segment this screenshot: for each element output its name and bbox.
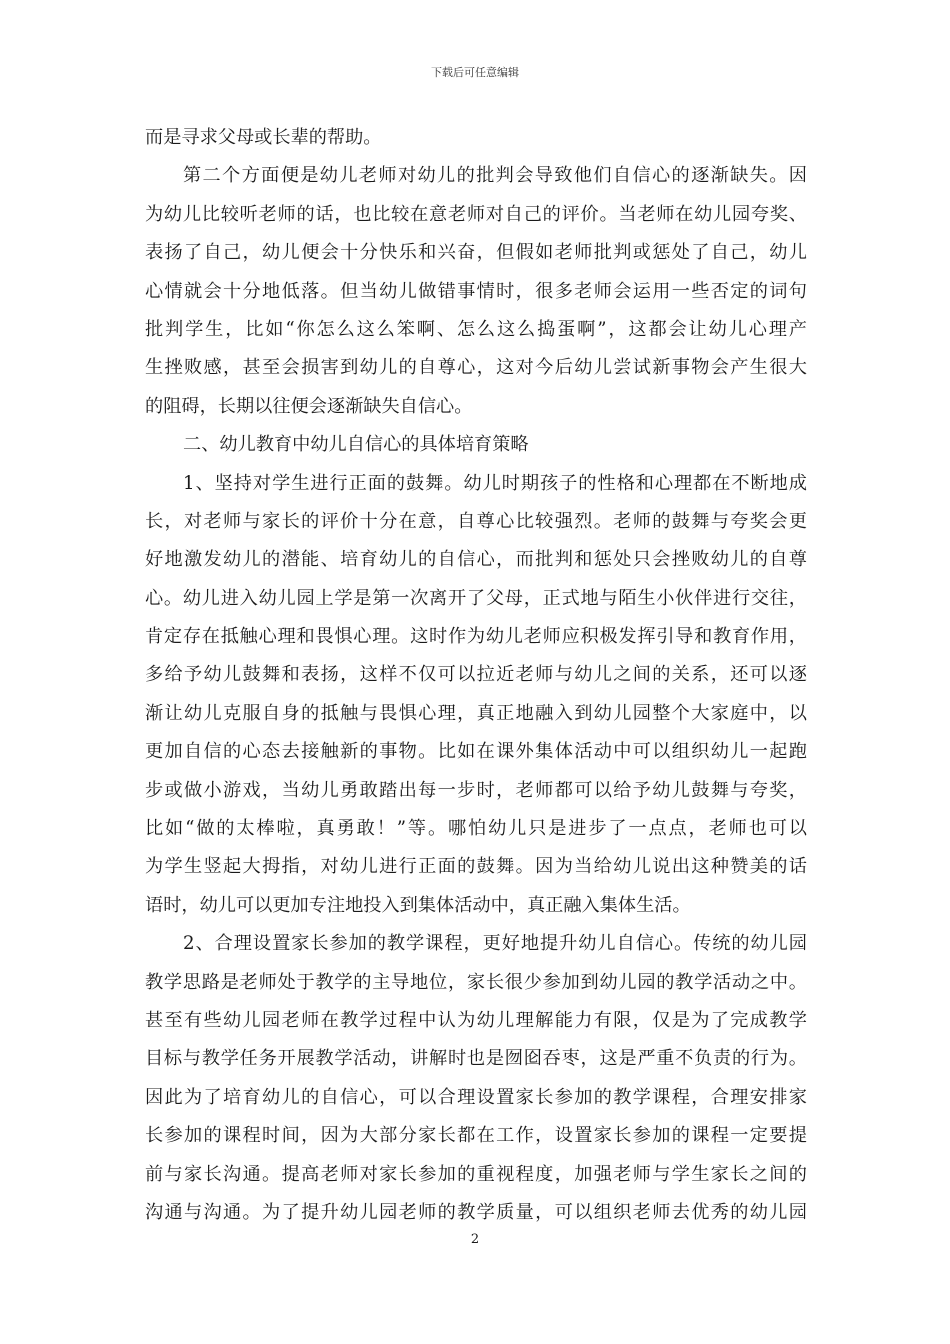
page-header-note: 下载后可任意编辑 — [431, 66, 519, 79]
text-line: 批判学生，比如“你怎么这么笨啊、怎么这么捣蛋啊”，这都会让幼儿心理产 — [145, 318, 807, 340]
text-line: 渐让幼儿克服自身的抵触与畏惧心理，真正地融入到幼儿园整个大家庭中，以 — [145, 702, 807, 724]
text-line: 多给予幼儿鼓舞和表扬，这样不仅可以拉近老师与幼儿之间的关系，还可以逐 — [145, 664, 807, 686]
text-line: 心。幼儿进入幼儿园上学是第一次离开了父母，正式地与陌生小伙伴进行交往， — [145, 587, 807, 609]
section-heading: 二、幼儿教育中幼儿自信心的具体培育策略 — [183, 434, 529, 456]
text-line: 比如“做的太棒啦，真勇敢！”等。哪怕幼儿只是进步了一点点，老师也可以 — [145, 818, 807, 840]
text-line: 步或做小游戏，当幼儿勇敢踏出每一步时，老师都可以给予幼儿鼓舞与夸奖， — [145, 779, 807, 801]
text-line: 因此为了培育幼儿的自信心，可以合理设置家长参加的教学课程，合理安排家 — [145, 1086, 807, 1108]
page-number: 2 — [470, 1232, 480, 1247]
text-line: 好地激发幼儿的潜能、培育幼儿的自信心，而批判和惩处只会挫败幼儿的自尊 — [145, 549, 807, 571]
text-line: 心情就会十分地低落。但当幼儿做错事情时，很多老师会运用一些否定的词句 — [145, 280, 807, 302]
text-line: 1、坚持对学生进行正面的鼓舞。幼儿时期孩子的性格和心理都在不断地成 — [183, 472, 807, 494]
text-line: 更加自信的心态去接触新的事物。比如在课外集体活动中可以组织幼儿一起跑 — [145, 741, 807, 763]
text-line: 前与家长沟通。提高老师对家长参加的重视程度，加强老师与学生家长之间的 — [145, 1163, 807, 1185]
text-line: 的阻碍，长期以往便会逐渐缺失自信心。 — [145, 395, 473, 417]
text-line: 为幼儿比较听老师的话，也比较在意老师对自己的评价。当老师在幼儿园夸奖、 — [145, 203, 807, 225]
document-body — [145, 119, 807, 1232]
text-line: 生挫败感，甚至会损害到幼儿的自尊心，这对今后幼儿尝试新事物会产生很大 — [145, 357, 807, 379]
text-line: 语时，幼儿可以更加专注地投入到集体活动中，真正融入集体生活。 — [145, 894, 691, 916]
text-line: 为学生竖起大拇指，对幼儿进行正面的鼓舞。因为当给幼儿说出这种赞美的话 — [145, 856, 807, 878]
text-line: 甚至有些幼儿园老师在教学过程中认为幼儿理解能力有限，仅是为了完成教学 — [145, 1009, 807, 1031]
text-line: 长，对老师与家长的评价十分在意，自尊心比较强烈。老师的鼓舞与夸奖会更 — [145, 510, 807, 532]
text-line: 而是寻求父母或长辈的帮助。 — [145, 127, 382, 148]
text-line: 2、合理设置家长参加的教学课程，更好地提升幼儿自信心。传统的幼儿园 — [183, 933, 807, 955]
text-line: 表扬了自己，幼儿便会十分快乐和兴奋，但假如老师批判或惩处了自己，幼儿 — [145, 242, 807, 264]
text-line: 目标与教学任务开展教学活动，讲解时也是囫囵吞枣，这是严重不负责的行为。 — [145, 1048, 807, 1070]
text-line: 肯定存在抵触心理和畏惧心理。这时作为幼儿老师应积极发挥引导和教育作用， — [145, 626, 807, 648]
text-line: 沟通与沟通。为了提升幼儿园老师的教学质量，可以组织老师去优秀的幼儿园 — [145, 1201, 807, 1223]
text-line: 教学思路是老师处于教学的主导地位，家长很少参加到幼儿园的教学活动之中。 — [145, 971, 807, 993]
text-line: 长参加的课程时间，因为大部分家长都在工作，设置家长参加的课程一定要提 — [145, 1125, 807, 1147]
text-line: 第二个方面便是幼儿老师对幼儿的批判会导致他们自信心的逐渐缺失。因 — [183, 165, 807, 187]
